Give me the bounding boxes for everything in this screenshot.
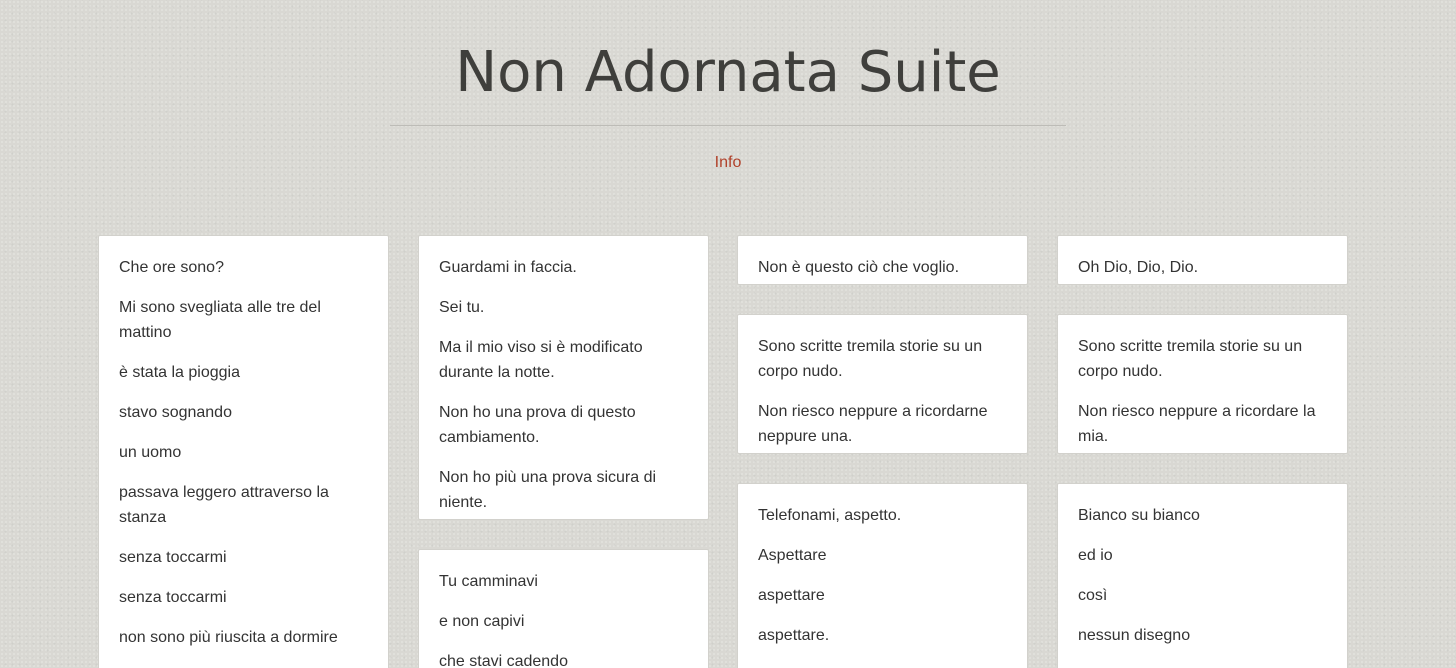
poem-card[interactable] bbox=[418, 549, 709, 668]
poem-card[interactable] bbox=[418, 235, 709, 520]
poem-line: aspettare bbox=[758, 587, 825, 604]
poem-line: e non capivi bbox=[439, 613, 525, 630]
poem-line: che stavi cadendo bbox=[439, 653, 568, 668]
poem-line: passava leggero attraverso la stanza bbox=[119, 484, 329, 526]
poem-line: senza toccarmi bbox=[119, 589, 227, 606]
poem-line: Non riesco neppure a ricordarne neppure una. bbox=[758, 403, 988, 445]
poem-line: Sei tu. bbox=[439, 299, 485, 316]
poem-line: Guardami in faccia. bbox=[439, 259, 577, 276]
poem-card[interactable] bbox=[1057, 483, 1348, 668]
poem-line: Sono scritte tremila storie su un corpo nudo. bbox=[1078, 338, 1303, 380]
poem-line: Telefonami, aspetto. bbox=[758, 507, 902, 524]
poem-line: così bbox=[1078, 587, 1108, 604]
poem-line: Aspettare bbox=[758, 547, 827, 564]
poem-line: stavo sognando bbox=[119, 404, 232, 421]
poem-line: Non riesco neppure a ricordare la mia. bbox=[1078, 403, 1316, 445]
title-divider bbox=[390, 125, 1066, 126]
poem-line: Bianco su bianco bbox=[1078, 507, 1200, 524]
poem-line: Non ho più una prova sicura di niente. bbox=[439, 469, 657, 511]
info-link[interactable]: Info bbox=[714, 154, 742, 171]
poem-line: Che ore sono? bbox=[119, 259, 224, 276]
poem-line: Sono scritte tremila storie su un corpo nudo. bbox=[758, 338, 983, 380]
poem-card[interactable] bbox=[737, 235, 1028, 285]
poem-card[interactable] bbox=[1057, 235, 1348, 285]
poem-line: ed io bbox=[1078, 547, 1113, 564]
poem-line: Tu camminavi bbox=[439, 573, 538, 590]
poem-line: Non è questo ciò che voglio. bbox=[758, 259, 960, 276]
poem-line: non sono più riuscita a dormire bbox=[119, 629, 338, 646]
poem-line: è stata la pioggia bbox=[119, 364, 240, 381]
nav-info-link bbox=[0, 153, 1456, 173]
poem-line: un uomo bbox=[119, 444, 182, 461]
poem-line: Non ho una prova di questo cambiamento. bbox=[439, 404, 636, 446]
poem-card[interactable] bbox=[737, 314, 1028, 454]
poem-card[interactable] bbox=[1057, 314, 1348, 454]
site-title[interactable]: Non Adornata Suite bbox=[455, 40, 1001, 105]
poem-card[interactable] bbox=[98, 235, 389, 668]
poem-line: aspettare. bbox=[758, 627, 830, 644]
poem-line: nessun disegno bbox=[1078, 627, 1191, 644]
poem-line: Mi sono svegliata alle tre del mattino bbox=[119, 299, 321, 341]
poem-line: senza toccarmi bbox=[119, 549, 227, 566]
poem-line: Ma il mio viso si è modificato durante la notte. bbox=[439, 339, 643, 381]
poem-card[interactable] bbox=[737, 483, 1028, 668]
poem-line: Oh Dio, Dio, Dio. bbox=[1078, 259, 1199, 276]
